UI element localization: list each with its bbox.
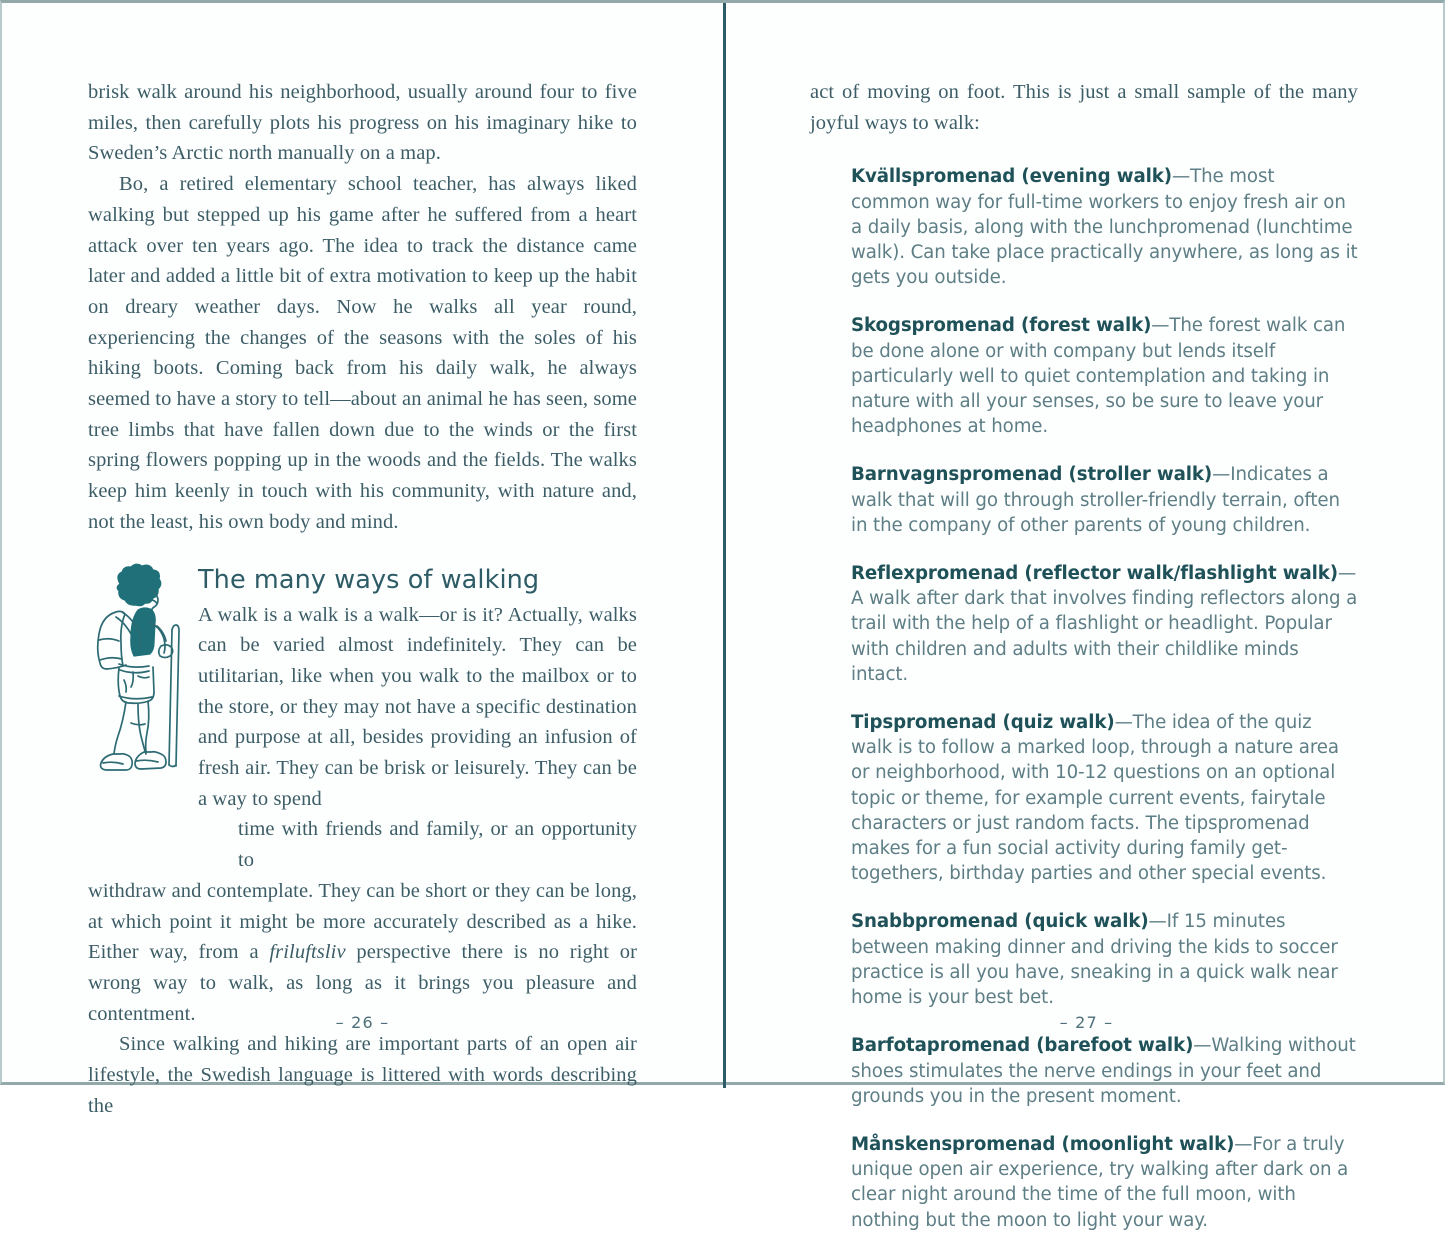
walk-type-description: —Indicates a walk that will go through stroller-friendly terrain, often in the company of other parents of young children. [851, 464, 1340, 536]
walk-type-description: —For a truly unique open air experience, try walking after dark on a clear night around the time of the full moon, with nothing but the moon to light your way. [851, 1133, 1349, 1231]
hiker-with-walking-stick-illustration [86, 568, 190, 782]
walk-type-term: Skogspromenad (forest walk) [851, 315, 1152, 337]
paragraph-walk-definition-narrow-line: time with friends and family, or an opportunity to [238, 818, 637, 872]
walk-type-term: Tipspromenad (quiz walk) [851, 712, 1115, 734]
walk-type-term: Månskenspromenad (moonlight walk) [851, 1133, 1235, 1155]
walk-type-item [851, 1033, 1358, 1109]
walk-type-term: Reflexpromenad (reflector walk/flashlight walk) [851, 563, 1338, 585]
paragraph-intro-walks: act of moving on foot. This is just a small sample of the many joyful ways to walk: [810, 81, 1358, 134]
walk-type-description: —The idea of the quiz walk is to follow a marked loop, through a nature area or neighborhood, with 10-12 questions on an optional topic or theme, for example current events, fairytale characters or just random facts. The tipspromenad makes for a fun social activity during family get-togethers, birthday parties and other special events. [851, 712, 1339, 885]
walk-type-term: Snabbpromenad (quick walk) [851, 911, 1149, 933]
walk-type-item [851, 710, 1358, 886]
walk-type-item [851, 561, 1358, 687]
section-heading: The many ways of walking [198, 564, 540, 595]
right-page-text-block [810, 77, 1358, 1233]
paragraph-continued: brisk walk around his neighborhood, usually around four to five miles, then carefully plots his progress on his imaginary hike to Sweden’s Arctic north manually on a map. [88, 81, 637, 165]
page-number-right: – 27 – [1059, 1013, 1114, 1032]
walk-type-description: —The forest walk can be done alone or with company but lends itself particularly well to quiet contemplation and taking in nature with all your senses, so be sure to leave your headphones at home. [851, 315, 1346, 438]
page-number-left: – 26 – [335, 1013, 390, 1032]
italic-term-friluftsliv: friluftsliv [269, 941, 346, 964]
paragraph-walk-definition-continued: withdraw and contemplate. They can be short or they can be long, at which point it might be more accurately described as a hike. Either way, from a friluftsliv perspective there is no right or wrong way to walk, as long as it brings you pleasure and contentment. [88, 879, 637, 1025]
walk-type-term: Barfotapromenad (barefoot walk) [851, 1035, 1194, 1057]
walk-type-description: —A walk after dark that involves finding reflectors along a trail with the help of a flashlight or headlight. Popular with children and adults with their childlike minds intact. [851, 563, 1358, 685]
right-page [726, 3, 1447, 1231]
walk-type-item [851, 909, 1358, 1010]
walk-types-list [810, 164, 1358, 1232]
paragraph-bo: Bo, a retired elementary school teacher, has always liked walking but stepped up his game after he suffered from a heart attack over ten years ago. The idea to track the distance came later and added a little bit of extra motivation to keep up the habit on dreary weather days. Now he walks all year round, experiencing the changes of the seasons with the soles of his hiking boots. Coming back from his daily walk, he always seemed to have a story to tell—about an animal he has seen, some tree limbs that have fallen down due to the winds or the first spring flowers popping up in the woods and the fields. The walks keep him keenly in touch with his community, with nature and, not the least, his own body and mind. [88, 173, 637, 533]
paragraph-swedish-language: Since walking and hiking are important parts of an open air lifestyle, the Swedish language is littered with words describing the [88, 1033, 637, 1117]
left-page [2, 3, 723, 1117]
walk-type-item [851, 313, 1358, 439]
walk-type-description: —Walking without shoes stimulates the nerve endings in your feet and grounds you in the present moment. [851, 1035, 1356, 1107]
walk-type-term: Barnvagnspromenad (stroller walk) [851, 464, 1213, 486]
walk-type-description: —The most common way for full-time workers to enjoy fresh air on a daily basis, along with the lunchpromenad (lunchtime walk). Can take place practically anywhere, as long as it gets you outside. [851, 166, 1358, 289]
walk-type-item [851, 462, 1358, 538]
section-many-ways-of-walking [88, 564, 637, 1122]
walk-type-description: —If 15 minutes between making dinner and driving the kids to soccer practice is all you have, sneaking in a quick walk near home is your best bet. [851, 911, 1338, 1009]
left-page-text-block [88, 77, 637, 1122]
walk-type-item [851, 1132, 1358, 1233]
paragraph-walk-definition: A walk is a walk is a walk—or is it? Actually, walks can be varied almost indefinitely. They can be utilitarian, like when you walk to the mailbox or to the store, or they may not have a specific destination and purpose at all, besides providing an infusion of fresh air. They can be brisk or leisurely. They can be a way to spend [198, 603, 637, 810]
walk-type-item [851, 164, 1358, 290]
walk-type-term: Kvällspromenad (evening walk) [851, 166, 1172, 188]
